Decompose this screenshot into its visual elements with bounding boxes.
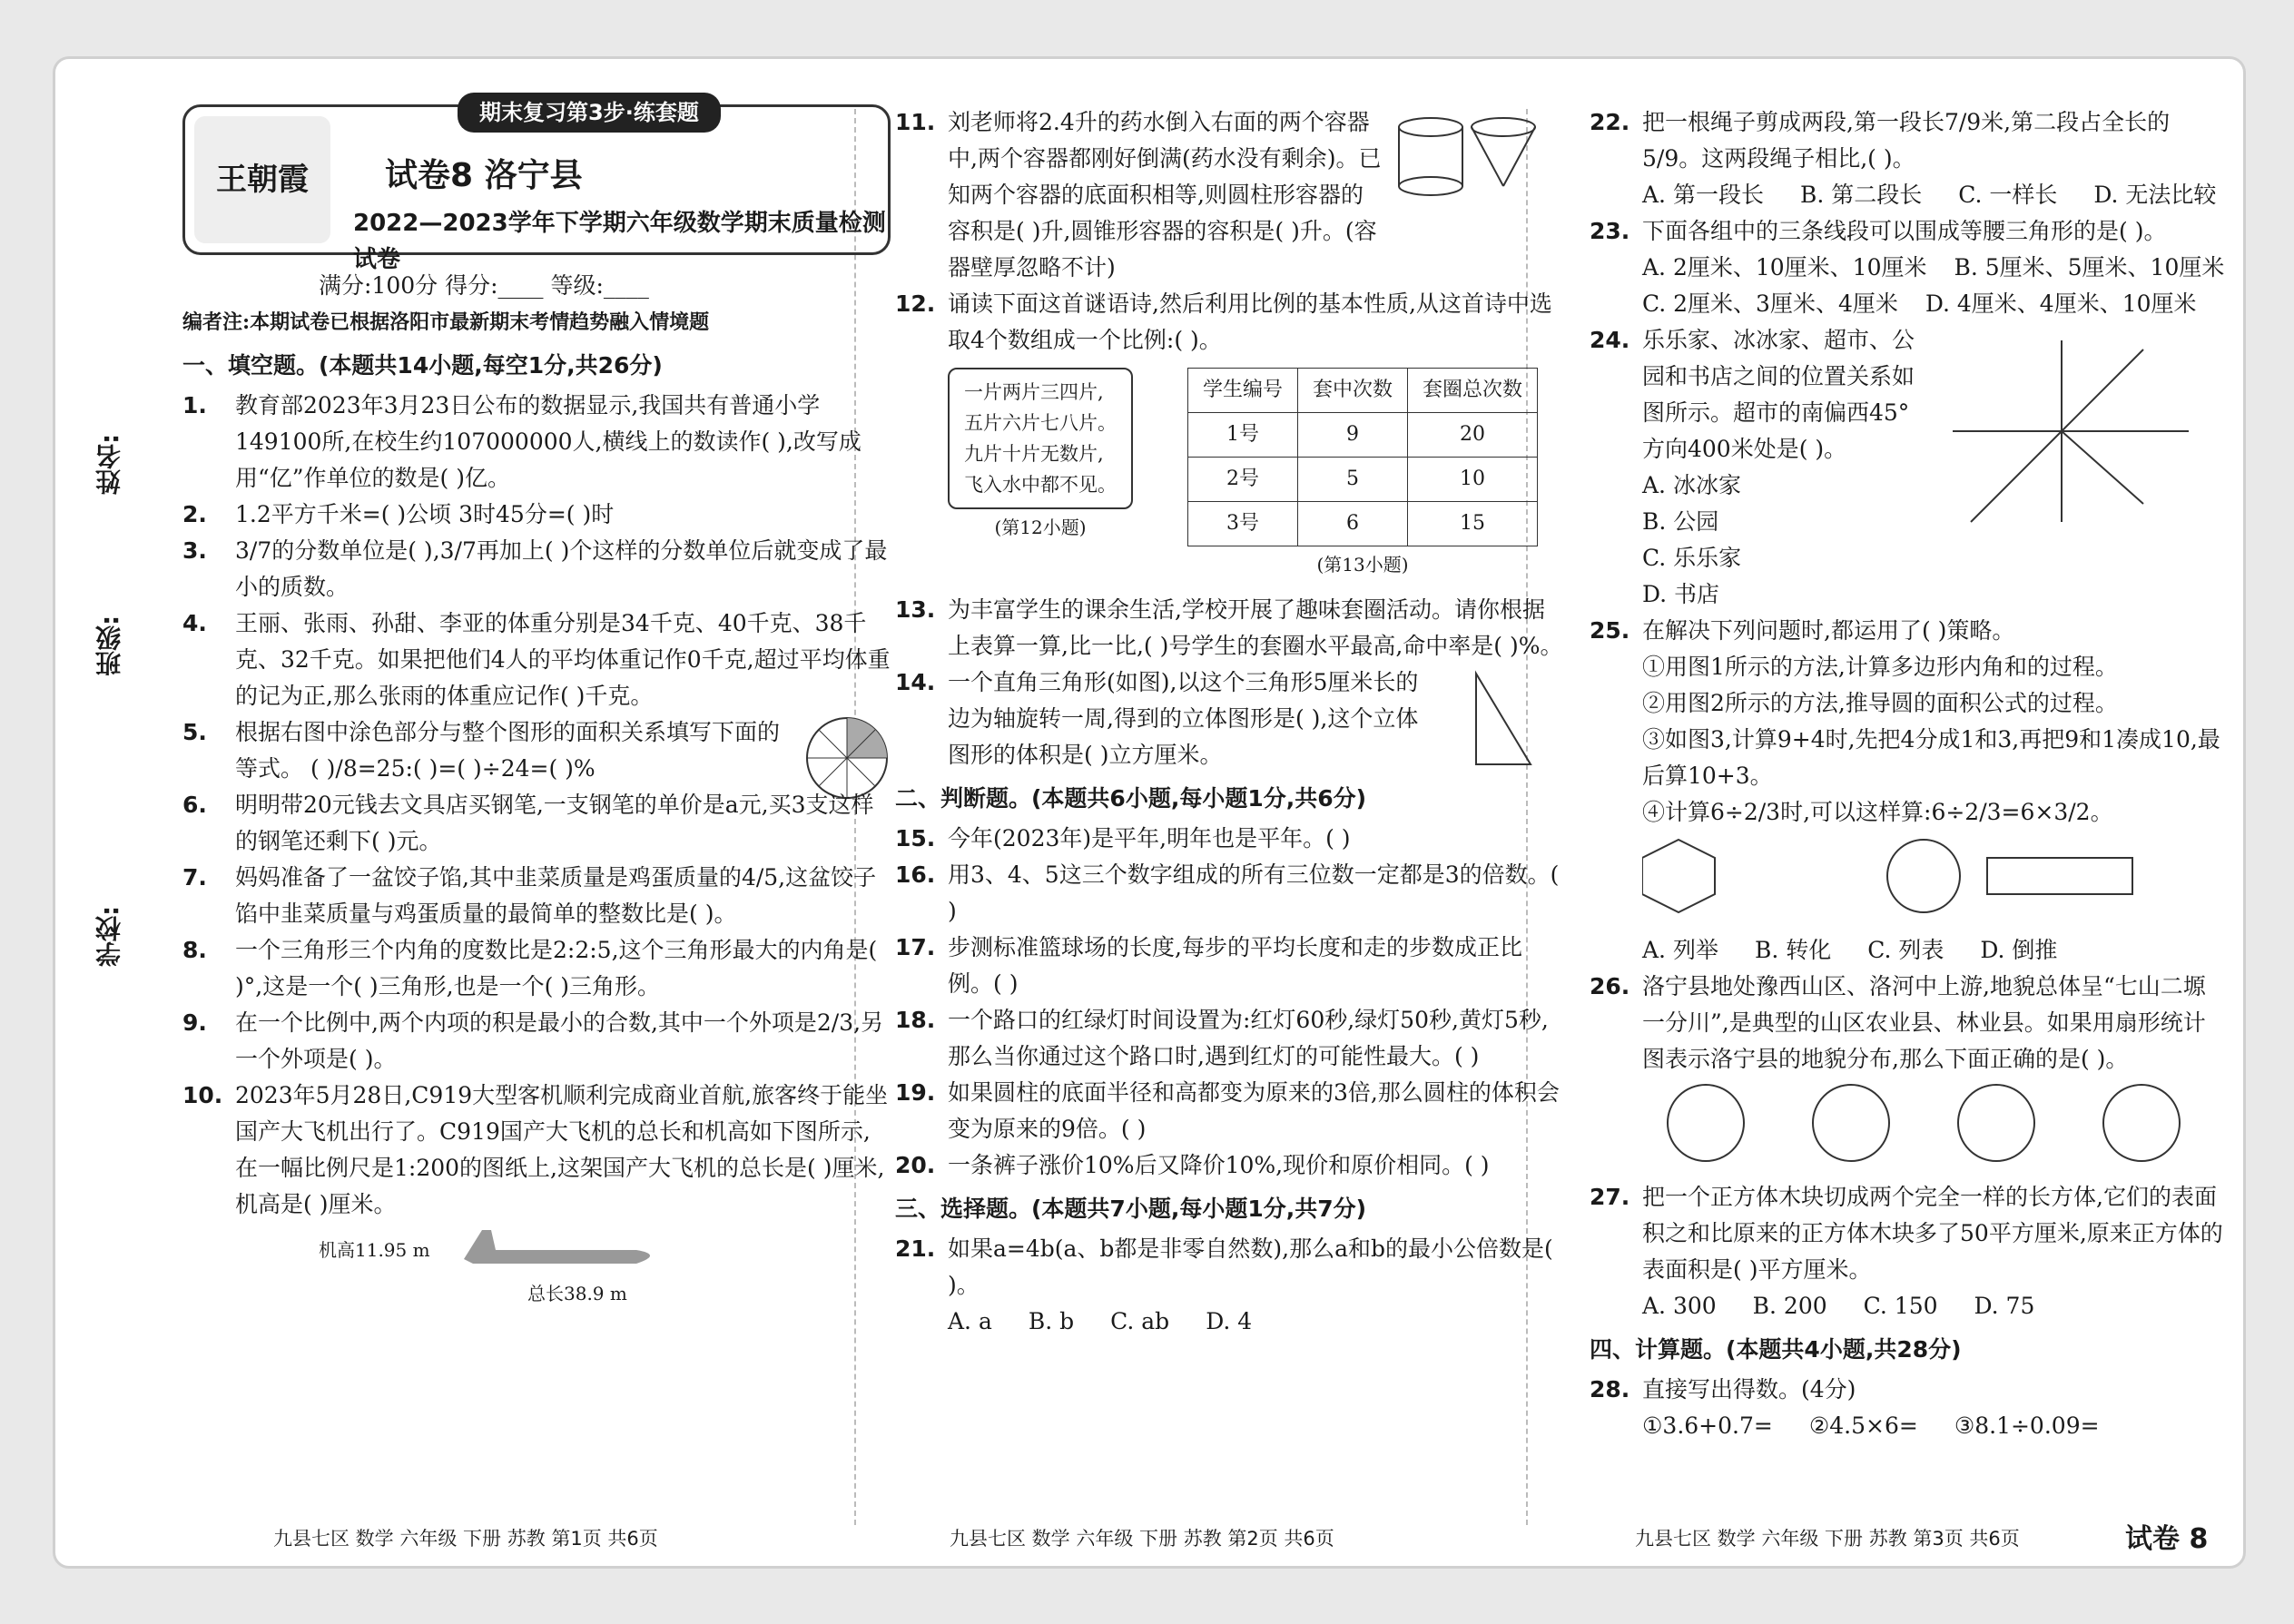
column-2 — [895, 104, 1567, 1340]
question-11: 11. 刘老师将2.4升的药水倒入右面的两个容器中,两个容器都刚好倒满(药水没有剩余)。已知两个容器的底面积相等,则圆柱形容器的容积是( )升,圆锥形容器的容积是( )升。(容器壁厚忽略不计) — [895, 104, 1567, 286]
column-1 — [182, 100, 891, 1304]
q25-options: A. 列举 B. 转化 C. 列表 D. 倒推 — [1642, 937, 2058, 963]
question-18: 18. 一个路口的红绿灯时间设置为:红灯60秒,绿灯50秒,黄灯5秒,那么当你通过这个路口时,遇到红灯的可能性最大。( ) — [895, 1007, 1549, 1069]
question-12: 12. 诵读下面这首谜语诗,然后利用比例的基本性质,从这首诗中选取4个数组成一个比例:( )。 — [895, 290, 1552, 353]
question-10: 10. 2023年5月28日,C919大型客机顺利完成商业首航,旅客终于能坐国产大飞机出行了。C919国产大飞机的总长和机高如下图所示,在一幅比例尺是1:200的图纸上,这架国产大飞机的总长是( )厘米,机高是( )厘米。 — [182, 1082, 889, 1217]
footer-page-3: 九县七区 数学 六年级 下册 苏教 第3页 共6页 — [1635, 1528, 2020, 1550]
section-fill-blank: 一、填空题。(本题共14小题,每空1分,共26分) — [182, 352, 663, 379]
question-20: 20. 一条裤子涨价10%后又降价10%,现价和原价相同。( ) — [895, 1152, 1490, 1178]
q25-figures — [1642, 831, 2260, 921]
question-3: 3. 3/7的分数单位是( ),3/7再加上( )个这样的分数单位后就变成了最小的质数。 — [182, 537, 888, 600]
step-label: 期末复习第3步·练套题 — [458, 93, 721, 133]
airplane-figure: 机高11.95 m 总长38.9 m — [319, 1223, 891, 1304]
question-9: 9. 在一个比例中,两个内项的积是最小的合数,其中一个外项是2/3,另一个外项是( )。 — [182, 1009, 884, 1072]
question-27: 27. 把一个正方体木块切成两个完全一样的长方体,它们的表面积之和比原来的正方体木块多了50平方厘米,原来正方体的表面积是( )平方厘米。 — [1590, 1184, 2223, 1283]
question-26: 26. 洛宁县地处豫西山区、洛河中上游,地貌总体呈“七山二塬一分川”,是典型的山区农业县、林业县。如果用扇形统计图表示洛宁县的地貌分布,那么下面正确的是( )。 — [1590, 973, 2206, 1072]
question-6: 6. 明明带20元钱去文具店买钢笔,一支钢笔的单价是a元,买3支这样的钢笔还剩下( )元。 — [182, 792, 874, 854]
location-map-figure — [1935, 322, 2225, 576]
question-19: 19. 如果圆柱的底面半径和高都变为原来的3倍,那么圆柱的体积会变为原来的9倍。( ) — [895, 1079, 1560, 1142]
question-7: 7. 妈妈准备了一盆饺子馅,其中韭菜质量是鸡蛋质量的4/5,这盆饺子馅中韭菜质量与鸡蛋质量的最简单的整数比是( )。 — [182, 864, 877, 927]
exam-paper — [53, 56, 2246, 1569]
question-15: 15. 今年(2023年)是平年,明年也是平年。( ) — [895, 825, 1351, 851]
q21-options: A. a B. b C. ab D. 4 — [948, 1308, 1253, 1334]
right-triangle-figure — [1440, 664, 1549, 782]
containers-figure — [1394, 113, 1567, 204]
question-21: 21. 如果a=4b(a、b都是非零自然数),那么a和b的最小公倍数是( )。 — [895, 1235, 1553, 1298]
q27-options: A. 300 B. 200 C. 150 D. 75 — [1642, 1293, 2035, 1319]
question-4: 4. 王丽、张雨、孙甜、李亚的体重分别是34千克、40千克、38千克、32千克。如果把他们4人的平均体重记作0千克,超过平均体重的记为正,那么张雨的体重应记作( )千克。 — [182, 610, 891, 709]
q24-options: A. 冰冰家 B. 公园 C. 乐乐家 D. 书店 — [1642, 472, 1742, 607]
q26-pie-options — [1642, 1078, 2223, 1168]
section-true-false: 二、判断题。(本题共6小题,每小题1分,共6分) — [895, 785, 1367, 812]
score-line: 满分:100分 得分:____ 等级:____ — [319, 272, 649, 299]
column-3 — [1590, 104, 2225, 1444]
question-8: 8. 一个三角形三个内角的度数比是2:2:5,这个三角形最大的内角是( )°,这是一个( )三角形,也是一个( )三角形。 — [182, 937, 878, 999]
page-title: 试卷8 洛宁县 — [385, 157, 583, 194]
question-23: 23. 下面各组中的三条线段可以围成等腰三角形的是( )。 — [1590, 218, 2167, 244]
ring-toss-table: 学生编号 套中次数 套圈总次数 1号 9 20 2号 5 10 3号 6 15 — [1187, 368, 1538, 546]
caption-q13: (第13小题) — [1316, 554, 1409, 576]
q12-q13-figures — [895, 368, 1567, 583]
q28-items: ①3.6+0.7= ②4.5×6= ③8.1÷0.09= — [1642, 1412, 2100, 1439]
school-field-label: 学校: — [94, 905, 124, 967]
question-1: 1. 教育部2023年3月23日公布的数据显示,我国共有普通小学149100所,在校生约107000000人,横线上的数读作( ),改写成用“亿”作单位的数是( )亿。 — [182, 392, 861, 491]
riddle-poem: 一片两片三四片, 五片六片七八片。 九片十片无数片, 飞入水中都不见。 — [948, 368, 1133, 509]
question-22: 22. 把一根绳子剪成两段,第一段长7/9米,第二段占全长的5/9。这两段绳子相比,( )。 — [1590, 109, 2171, 172]
question-13: 13. 为丰富学生的课余生活,学校开展了趣味套圈活动。请你根据上表算一算,比一比,( )号学生的套圈水平最高,命中率是( )%。 — [895, 596, 1563, 659]
exam-subtitle: 2022—2023学年下学期六年级数学期末质量检测试卷 — [353, 210, 886, 273]
q22-options: A. 第一段长 B. 第二段长 C. 一样长 D. 无法比较 — [1642, 182, 2217, 208]
footer-page-1: 九县七区 数学 六年级 下册 苏教 第1页 共6页 — [273, 1528, 658, 1550]
caption-q12: (第12小题) — [994, 517, 1087, 538]
question-25: 25. 在解决下列问题时,都运用了( )策略。 — [1590, 617, 2015, 644]
section-calculation: 四、计算题。(本题共4小题,共28分) — [1590, 1336, 1962, 1363]
question-28: 28. 直接写出得数。(4分) — [1590, 1376, 1856, 1403]
q23-options: A. 2厘米、10厘米、10厘米 B. 5厘米、5厘米、10厘米 C. 2厘米、3厘米、4厘米 D. 4厘米、4厘米、10厘米 — [1642, 254, 2225, 317]
question-16: 16. 用3、4、5这三个数字组成的所有三位数一定都是3的倍数。( ) — [895, 861, 1560, 924]
class-field-label: 班级: — [94, 615, 124, 676]
paper-number-tag: 试卷 8 — [2125, 1523, 2209, 1555]
footer-page-2: 九县七区 数学 六年级 下册 苏教 第2页 共6页 — [950, 1528, 1334, 1550]
section-multiple-choice: 三、选择题。(本题共7小题,每小题1分,共7分) — [895, 1196, 1367, 1222]
editor-note: 编者注:本期试卷已根据洛阳市最新期末考情趋势融入情境题 — [182, 310, 710, 334]
question-24: 24. 乐乐家、冰冰家、超市、公园和书店之间的位置关系如图所示。超市的南偏西45°方向400米处是( )。 A. 冰冰家 B. 公园 C. 乐乐家 D. 书店 — [1590, 322, 2225, 613]
question-2: 2. 1.2平方千米=( )公顷 3时45分=( )时 — [182, 501, 615, 527]
exam-banner — [182, 100, 891, 273]
name-field-label: 姓名: — [94, 433, 124, 495]
question-5: 5. 根据右图中涂色部分与整个图形的面积关系填写下面的等式。 ( )/8=25:( )=( )÷24=( )% — [182, 714, 891, 787]
q25-list: ①用图1所示的方法,计算多边形内角和的过程。 ②用图2所示的方法,推导圆的面积公式的过程。 ③如图3,计算9+4时,先把4分成1和3,再把9和1凑成10,最后算10+3。 ④计算6÷2/3时,可以这样算:6÷2/3=6×3/2。 — [1642, 654, 2220, 825]
question-14: 14. 一个直角三角形(如图),以这个三角形5厘米长的边为轴旋转一周,得到的立体图形是( ),这个立体图形的体积是( )立方厘米。 — [895, 664, 1567, 773]
question-17: 17. 步测标准篮球场的长度,每步的平均长度和走的步数成正比例。( ) — [895, 934, 1522, 997]
brand-logo: 王朝霞 — [194, 116, 330, 243]
